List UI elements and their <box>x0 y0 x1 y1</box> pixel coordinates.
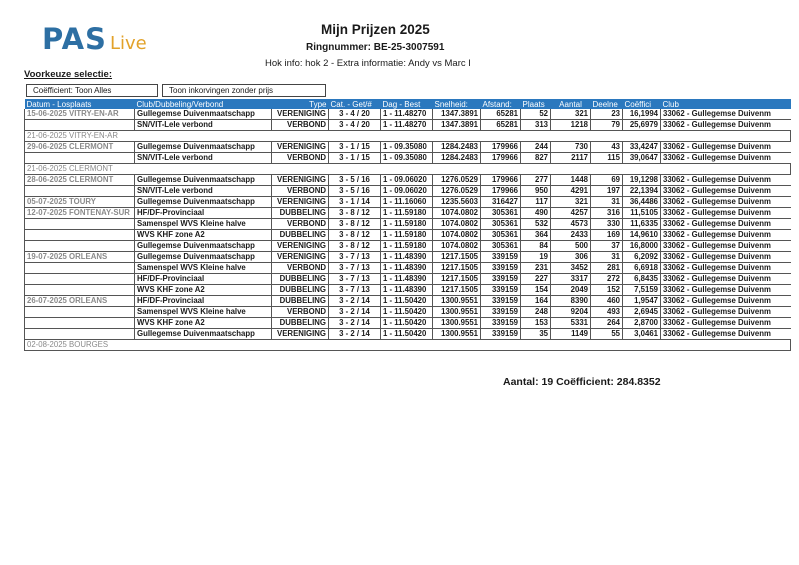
row-category: 3 - 2 / 14 <box>329 296 381 307</box>
row-day-best: 1 - 11.48390 <box>381 263 433 274</box>
row-date <box>25 329 135 340</box>
col-header-speed[interactable]: Snelheid: <box>433 99 481 109</box>
row-coefficient: 6,8435 <box>623 274 661 285</box>
row-participants: 69 <box>591 175 623 186</box>
row-speed: 1276.0529 <box>433 186 481 197</box>
row-category: 3 - 1 / 14 <box>329 197 381 208</box>
table-row[interactable] <box>25 120 791 131</box>
table-row[interactable] <box>25 131 791 142</box>
row-place: 248 <box>521 307 551 318</box>
row-type: DUBBELING <box>272 296 329 307</box>
page-title: Mijn Prijzen 2025 <box>321 22 430 37</box>
row-empty <box>135 131 791 142</box>
row-participants: 31 <box>591 252 623 263</box>
row-speed: 1217.1505 <box>433 274 481 285</box>
row-count: 4291 <box>551 186 591 197</box>
row-club: Gullegemse Duivenmaatschapp <box>135 175 272 186</box>
row-empty <box>135 340 791 351</box>
row-participants: 281 <box>591 263 623 274</box>
row-type: DUBBELING <box>272 274 329 285</box>
row-club: Gullegemse Duivenmaatschapp <box>135 241 272 252</box>
row-place: 950 <box>521 186 551 197</box>
row-speed: 1235.5603 <box>433 197 481 208</box>
row-category: 3 - 2 / 14 <box>329 318 381 329</box>
ringnummer: Ringnummer: BE-25-3007591 <box>306 42 445 53</box>
row-date: 15-06-2025 VITRY-EN-AR <box>25 109 135 120</box>
row-day-best: 1 - 09.35080 <box>381 153 433 164</box>
row-club-name: 33062 - Gullegemse Duivenm <box>661 274 791 285</box>
row-participants: 330 <box>591 219 623 230</box>
row-speed: 1300.9551 <box>433 296 481 307</box>
row-day-best: 1 - 11.50420 <box>381 329 433 340</box>
row-participants: 272 <box>591 274 623 285</box>
row-coefficient: 1,9547 <box>623 296 661 307</box>
row-participants: 23 <box>591 109 623 120</box>
row-empty <box>135 164 791 175</box>
row-day-best: 1 - 11.48270 <box>381 120 433 131</box>
row-place: 364 <box>521 230 551 241</box>
row-club: Gullegemse Duivenmaatschapp <box>135 142 272 153</box>
row-type: VERENIGING <box>272 197 329 208</box>
row-club-name: 33062 - Gullegemse Duivenm <box>661 252 791 263</box>
logo-pas-text: PAS <box>42 22 107 56</box>
row-club: Gullegemse Duivenmaatschapp <box>135 329 272 340</box>
row-count: 306 <box>551 252 591 263</box>
row-distance: 339159 <box>481 252 521 263</box>
row-day-best: 1 - 09.35080 <box>381 142 433 153</box>
selection-label: Voorkeuze selectie: <box>24 69 113 80</box>
row-date: 29-06-2025 CLERMONT <box>25 142 135 153</box>
row-place: 490 <box>521 208 551 219</box>
row-date: 28-06-2025 CLERMONT <box>25 175 135 186</box>
col-header-date[interactable]: Datum - Losplaats <box>25 99 135 109</box>
row-participants: 37 <box>591 241 623 252</box>
row-date: 21-06-2025 CLERMONT <box>25 164 135 175</box>
row-type: DUBBELING <box>272 230 329 241</box>
row-club-name: 33062 - Gullegemse Duivenm <box>661 219 791 230</box>
row-participants: 79 <box>591 120 623 131</box>
row-coefficient: 14,9610 <box>623 230 661 241</box>
row-participants: 460 <box>591 296 623 307</box>
row-place: 52 <box>521 109 551 120</box>
row-participants: 43 <box>591 142 623 153</box>
row-day-best: 1 - 09.06020 <box>381 175 433 186</box>
row-club: WVS KHF zone A2 <box>135 318 272 329</box>
row-club-name: 33062 - Gullegemse Duivenm <box>661 329 791 340</box>
row-club: WVS KHF zone A2 <box>135 285 272 296</box>
row-category: 3 - 5 / 16 <box>329 186 381 197</box>
row-club-name: 33062 - Gullegemse Duivenm <box>661 142 791 153</box>
row-day-best: 1 - 11.50420 <box>381 296 433 307</box>
row-participants: 197 <box>591 186 623 197</box>
table-row[interactable] <box>25 208 791 219</box>
row-club: Samenspel WVS Kleine halve <box>135 307 272 318</box>
row-category: 3 - 8 / 12 <box>329 219 381 230</box>
row-day-best: 1 - 11.48390 <box>381 274 433 285</box>
row-coefficient: 6,6918 <box>623 263 661 274</box>
row-club: WVS KHF zone A2 <box>135 230 272 241</box>
row-coefficient: 25,6979 <box>623 120 661 131</box>
row-place: 277 <box>521 175 551 186</box>
row-speed: 1276.0529 <box>433 175 481 186</box>
row-distance: 65281 <box>481 120 521 131</box>
row-date <box>25 120 135 131</box>
table-row[interactable] <box>25 175 791 186</box>
row-date <box>25 263 135 274</box>
row-count: 3317 <box>551 274 591 285</box>
row-category: 3 - 8 / 12 <box>329 208 381 219</box>
row-count: 2117 <box>551 153 591 164</box>
col-header-aantal[interactable]: Aantal <box>551 99 591 109</box>
row-category: 3 - 7 / 13 <box>329 285 381 296</box>
row-date <box>25 307 135 318</box>
row-club-name: 33062 - Gullegemse Duivenm <box>661 153 791 164</box>
row-club: HF/DF-Provinciaal <box>135 208 272 219</box>
row-date <box>25 285 135 296</box>
row-type: VERBOND <box>272 153 329 164</box>
table-row[interactable] <box>25 219 791 230</box>
table-body <box>25 109 791 351</box>
row-type: VERBOND <box>272 307 329 318</box>
row-day-best: 1 - 11.59180 <box>381 241 433 252</box>
row-day-best: 1 - 11.59180 <box>381 219 433 230</box>
row-club: Gullegemse Duivenmaatschapp <box>135 109 272 120</box>
row-coefficient: 3,0461 <box>623 329 661 340</box>
row-place: 164 <box>521 296 551 307</box>
row-day-best: 1 - 11.48390 <box>381 285 433 296</box>
row-distance: 179966 <box>481 142 521 153</box>
row-speed: 1347.3891 <box>433 120 481 131</box>
table-row[interactable] <box>25 296 791 307</box>
row-speed: 1300.9551 <box>433 318 481 329</box>
table-header-row <box>25 99 791 109</box>
col-header-deelne[interactable]: Deelne <box>591 99 623 109</box>
row-count: 2049 <box>551 285 591 296</box>
col-header-cat[interactable]: Cat. - Get/# <box>329 99 381 109</box>
row-coefficient: 36,4486 <box>623 197 661 208</box>
row-category: 3 - 1 / 15 <box>329 153 381 164</box>
row-count: 3452 <box>551 263 591 274</box>
row-day-best: 1 - 09.06020 <box>381 186 433 197</box>
row-date <box>25 274 135 285</box>
row-club: HF/DF-Provinciaal <box>135 274 272 285</box>
row-category: 3 - 7 / 13 <box>329 274 381 285</box>
row-speed: 1284.2483 <box>433 142 481 153</box>
row-coefficient: 33,4247 <box>623 142 661 153</box>
table-row[interactable] <box>25 329 791 340</box>
row-count: 321 <box>551 109 591 120</box>
row-date: 21-06-2025 VITRY-EN-AR <box>25 131 135 142</box>
row-category: 3 - 4 / 20 <box>329 109 381 120</box>
row-place: 84 <box>521 241 551 252</box>
row-category: 3 - 2 / 14 <box>329 329 381 340</box>
row-speed: 1217.1505 <box>433 285 481 296</box>
row-coefficient: 22,1394 <box>623 186 661 197</box>
row-day-best: 1 - 11.50420 <box>381 318 433 329</box>
row-club-name: 33062 - Gullegemse Duivenm <box>661 208 791 219</box>
col-header-clubname[interactable]: Club <box>661 99 791 109</box>
row-count: 9204 <box>551 307 591 318</box>
row-type: VERBOND <box>272 263 329 274</box>
row-speed: 1284.2483 <box>433 153 481 164</box>
table-row[interactable] <box>25 230 791 241</box>
row-type: VERENIGING <box>272 142 329 153</box>
row-count: 5331 <box>551 318 591 329</box>
table-row[interactable] <box>25 164 791 175</box>
row-coefficient: 2,8700 <box>623 318 661 329</box>
prizes-table <box>24 99 791 351</box>
row-participants: 31 <box>591 197 623 208</box>
row-coefficient: 16,8000 <box>623 241 661 252</box>
row-coefficient: 11,6335 <box>623 219 661 230</box>
row-type: VERENIGING <box>272 241 329 252</box>
row-club-name: 33062 - Gullegemse Duivenm <box>661 285 791 296</box>
row-participants: 169 <box>591 230 623 241</box>
row-distance: 305361 <box>481 241 521 252</box>
row-participants: 493 <box>591 307 623 318</box>
row-club-name: 33062 - Gullegemse Duivenm <box>661 263 791 274</box>
row-type: VERENIGING <box>272 329 329 340</box>
row-count: 500 <box>551 241 591 252</box>
row-type: VERBOND <box>272 186 329 197</box>
row-category: 3 - 8 / 12 <box>329 230 381 241</box>
row-type: VERENIGING <box>272 252 329 263</box>
row-club-name: 33062 - Gullegemse Duivenm <box>661 120 791 131</box>
row-distance: 179966 <box>481 175 521 186</box>
row-category: 3 - 1 / 15 <box>329 142 381 153</box>
row-category: 3 - 4 / 20 <box>329 120 381 131</box>
row-count: 8390 <box>551 296 591 307</box>
row-day-best: 1 - 11.50420 <box>381 307 433 318</box>
row-club-name: 33062 - Gullegemse Duivenm <box>661 307 791 318</box>
show-unprized-filter[interactable]: Toon inkorvingen zonder prijs <box>162 84 326 97</box>
row-club-name: 33062 - Gullegemse Duivenm <box>661 241 791 252</box>
row-club: SN/VIT-Lele verbond <box>135 186 272 197</box>
row-category: 3 - 8 / 12 <box>329 241 381 252</box>
row-date <box>25 318 135 329</box>
row-type: DUBBELING <box>272 318 329 329</box>
row-speed: 1074.0802 <box>433 208 481 219</box>
hok-info: Hok info: hok 2 - Extra informatie: Andy vs Marc I <box>265 58 471 69</box>
row-distance: 339159 <box>481 263 521 274</box>
row-coefficient: 2,6945 <box>623 307 661 318</box>
row-date <box>25 230 135 241</box>
row-day-best: 1 - 11.16060 <box>381 197 433 208</box>
row-distance: 339159 <box>481 329 521 340</box>
pas-live-logo <box>42 22 147 54</box>
row-distance: 339159 <box>481 274 521 285</box>
col-header-club[interactable]: Club/Dubbeling/Verbond <box>135 99 272 109</box>
row-place: 227 <box>521 274 551 285</box>
row-type: VERENIGING <box>272 109 329 120</box>
row-type: VERENIGING <box>272 175 329 186</box>
row-date: 12-07-2025 FONTENAY-SUR <box>25 208 135 219</box>
row-place: 827 <box>521 153 551 164</box>
row-coefficient: 16,1994 <box>623 109 661 120</box>
row-club-name: 33062 - Gullegemse Duivenm <box>661 230 791 241</box>
row-place: 532 <box>521 219 551 230</box>
row-club: HF/DF-Provinciaal <box>135 296 272 307</box>
row-speed: 1347.3891 <box>433 109 481 120</box>
row-participants: 115 <box>591 153 623 164</box>
table-row[interactable] <box>25 197 791 208</box>
row-place: 35 <box>521 329 551 340</box>
row-distance: 179966 <box>481 186 521 197</box>
row-count: 321 <box>551 197 591 208</box>
row-date <box>25 153 135 164</box>
col-header-dag[interactable]: Dag - Best <box>381 99 433 109</box>
row-coefficient: 39,0647 <box>623 153 661 164</box>
table-row[interactable] <box>25 263 791 274</box>
table-row[interactable] <box>25 307 791 318</box>
table-row[interactable] <box>25 340 791 351</box>
row-category: 3 - 2 / 14 <box>329 307 381 318</box>
row-club-name: 33062 - Gullegemse Duivenm <box>661 186 791 197</box>
row-count: 1448 <box>551 175 591 186</box>
row-day-best: 1 - 11.48270 <box>381 109 433 120</box>
row-distance: 65281 <box>481 109 521 120</box>
row-club: Gullegemse Duivenmaatschapp <box>135 197 272 208</box>
row-date <box>25 219 135 230</box>
row-distance: 179966 <box>481 153 521 164</box>
row-participants: 264 <box>591 318 623 329</box>
row-distance: 305361 <box>481 230 521 241</box>
row-date: 26-07-2025 ORLEANS <box>25 296 135 307</box>
row-count: 4573 <box>551 219 591 230</box>
row-category: 3 - 7 / 13 <box>329 263 381 274</box>
row-coefficient: 7,5159 <box>623 285 661 296</box>
row-date <box>25 186 135 197</box>
row-club: Gullegemse Duivenmaatschapp <box>135 252 272 263</box>
row-date <box>25 241 135 252</box>
row-participants: 316 <box>591 208 623 219</box>
row-day-best: 1 - 11.59180 <box>381 208 433 219</box>
row-speed: 1074.0802 <box>433 230 481 241</box>
row-distance: 339159 <box>481 285 521 296</box>
row-club: Samenspel WVS Kleine halve <box>135 263 272 274</box>
coefficient-filter[interactable]: Coëfficient: Toon Alles <box>26 84 158 97</box>
row-club: SN/VIT-Lele verbond <box>135 153 272 164</box>
row-count: 1149 <box>551 329 591 340</box>
row-day-best: 1 - 11.48390 <box>381 252 433 263</box>
table-row[interactable] <box>25 241 791 252</box>
row-category: 3 - 7 / 13 <box>329 252 381 263</box>
row-coefficient: 19,1298 <box>623 175 661 186</box>
row-club-name: 33062 - Gullegemse Duivenm <box>661 197 791 208</box>
row-speed: 1300.9551 <box>433 307 481 318</box>
row-place: 313 <box>521 120 551 131</box>
row-count: 1218 <box>551 120 591 131</box>
row-place: 244 <box>521 142 551 153</box>
row-date: 19-07-2025 ORLEANS <box>25 252 135 263</box>
row-distance: 339159 <box>481 296 521 307</box>
row-club-name: 33062 - Gullegemse Duivenm <box>661 175 791 186</box>
row-distance: 316427 <box>481 197 521 208</box>
table-row[interactable] <box>25 153 791 164</box>
row-club: Samenspel WVS Kleine halve <box>135 219 272 230</box>
table-row[interactable] <box>25 109 791 120</box>
row-distance: 339159 <box>481 318 521 329</box>
row-type: DUBBELING <box>272 208 329 219</box>
row-place: 153 <box>521 318 551 329</box>
table-row[interactable] <box>25 285 791 296</box>
row-speed: 1074.0802 <box>433 241 481 252</box>
row-club-name: 33062 - Gullegemse Duivenm <box>661 109 791 120</box>
row-coefficient: 11,5105 <box>623 208 661 219</box>
row-speed: 1217.1505 <box>433 263 481 274</box>
table-row[interactable] <box>25 252 791 263</box>
table-row[interactable] <box>25 274 791 285</box>
row-date: 05-07-2025 TOURY <box>25 197 135 208</box>
summary-total: Aantal: 19 Coëfficient: 284.8352 <box>503 376 661 388</box>
row-speed: 1074.0802 <box>433 219 481 230</box>
row-count: 2433 <box>551 230 591 241</box>
table-row[interactable] <box>25 318 791 329</box>
row-distance: 339159 <box>481 307 521 318</box>
row-participants: 152 <box>591 285 623 296</box>
row-day-best: 1 - 11.59180 <box>381 230 433 241</box>
row-type: DUBBELING <box>272 285 329 296</box>
col-header-coef[interactable]: Coëffici <box>623 99 661 109</box>
col-header-distance[interactable]: Afstand: <box>481 99 521 109</box>
row-count: 4257 <box>551 208 591 219</box>
row-participants: 55 <box>591 329 623 340</box>
row-place: 19 <box>521 252 551 263</box>
row-club-name: 33062 - Gullegemse Duivenm <box>661 296 791 307</box>
col-header-type[interactable]: Type <box>272 99 329 109</box>
table-row[interactable] <box>25 186 791 197</box>
row-category: 3 - 5 / 16 <box>329 175 381 186</box>
row-speed: 1300.9551 <box>433 329 481 340</box>
row-type: VERBOND <box>272 120 329 131</box>
row-type: VERBOND <box>272 219 329 230</box>
row-club-name: 33062 - Gullegemse Duivenm <box>661 318 791 329</box>
row-club: SN/VIT-Lele verbond <box>135 120 272 131</box>
row-place: 231 <box>521 263 551 274</box>
row-count: 730 <box>551 142 591 153</box>
logo-live-text: Live <box>109 33 147 54</box>
row-place: 117 <box>521 197 551 208</box>
row-speed: 1217.1505 <box>433 252 481 263</box>
table-row[interactable] <box>25 142 791 153</box>
row-distance: 305361 <box>481 219 521 230</box>
row-distance: 305361 <box>481 208 521 219</box>
row-place: 154 <box>521 285 551 296</box>
row-date: 02-08-2025 BOURGES <box>25 340 135 351</box>
col-header-plaats[interactable]: Plaats <box>521 99 551 109</box>
row-coefficient: 6,2092 <box>623 252 661 263</box>
filter-bar <box>26 84 330 96</box>
